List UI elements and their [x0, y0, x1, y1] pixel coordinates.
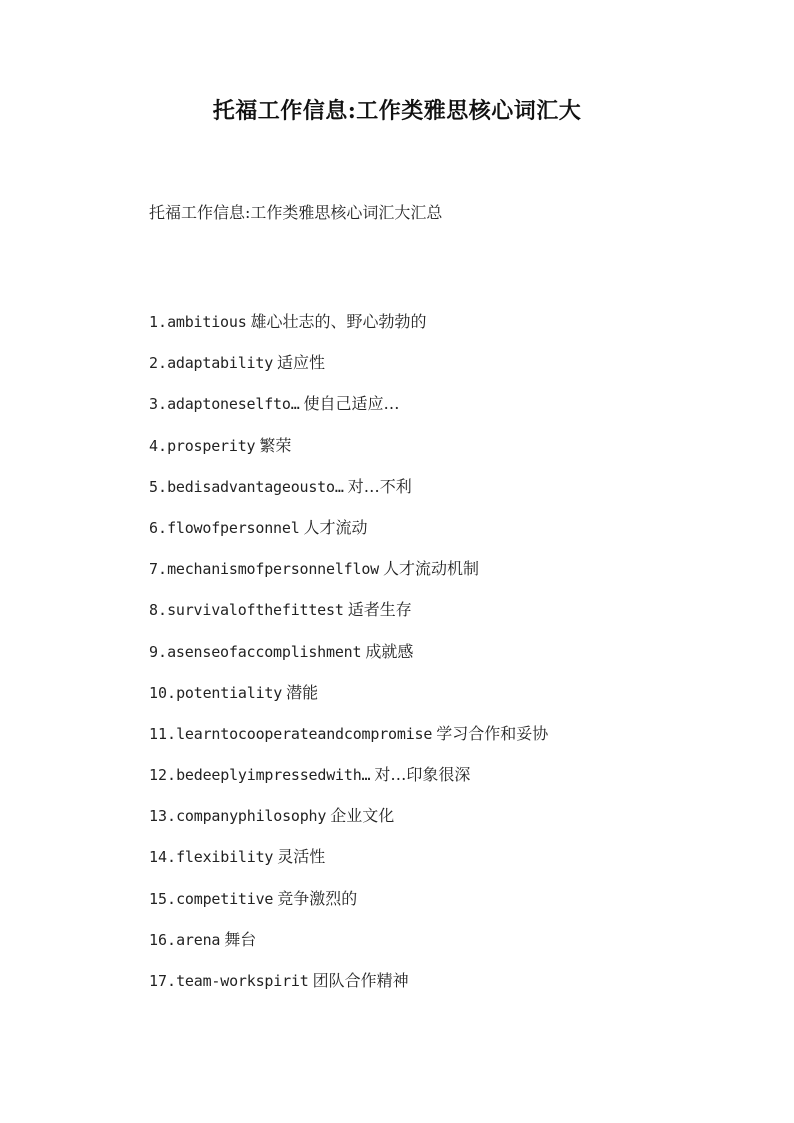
item-meaning: 成就感 [365, 641, 414, 661]
item-term: ambitious [167, 313, 247, 331]
item-term: arena [176, 930, 221, 949]
item-number: 1. [149, 313, 168, 331]
page-subtitle: 托福工作信息:工作类雅思核心词汇大汇总 [149, 203, 443, 222]
item-number: 9. [149, 642, 168, 661]
item-number: 4. [149, 436, 168, 455]
item-term: bedisadvantageousto… [167, 477, 344, 496]
item-term: adaptability [167, 354, 274, 373]
item-term: mechanismofpersonnelflow [167, 560, 380, 579]
item-number: 12. [149, 766, 177, 785]
vocabulary-item [149, 763, 548, 804]
vocabulary-item [149, 845, 548, 886]
item-term: flowofpersonnel [167, 518, 300, 537]
vocabulary-item [149, 516, 548, 557]
item-number: 5. [149, 477, 168, 496]
vocabulary-item [149, 310, 548, 351]
item-meaning: 使自己适应… [303, 394, 400, 414]
item-term: adaptoneselfto… [167, 395, 300, 414]
item-meaning: 适者生存 [347, 600, 412, 620]
item-number: 7. [149, 560, 168, 579]
vocabulary-item [149, 475, 548, 516]
item-term: companyphilosophy [176, 807, 327, 826]
item-term: survivalofthefittest [167, 601, 344, 620]
item-number: 14. [149, 848, 177, 867]
page-title: 托福工作信息:工作类雅思核心词汇大 [212, 98, 582, 124]
vocabulary-item [149, 681, 548, 722]
item-meaning: 潜能 [286, 682, 319, 702]
vocabulary-item [149, 392, 548, 433]
vocabulary-item [149, 557, 548, 598]
item-number: 3. [149, 395, 168, 414]
item-term: competitive [176, 889, 274, 908]
item-meaning: 学习合作和妥协 [436, 723, 549, 743]
item-meaning: 竞争激烈的 [277, 888, 358, 908]
vocabulary-item [149, 598, 548, 639]
item-number: 2. [149, 354, 168, 373]
item-meaning: 人才流动机制 [383, 559, 480, 579]
item-meaning: 团队合作精神 [312, 971, 409, 990]
item-meaning: 繁荣 [259, 435, 292, 455]
item-term: asenseofaccomplishment [167, 642, 362, 661]
vocabulary-item [149, 887, 548, 928]
vocabulary-item [149, 804, 548, 845]
item-meaning: 对…印象很深 [374, 765, 471, 785]
vocabulary-item [149, 351, 548, 392]
item-meaning: 灵活性 [277, 847, 326, 867]
item-term: potentiality [176, 683, 283, 702]
vocabulary-item [149, 434, 548, 475]
item-term: prosperity [167, 436, 256, 455]
item-number: 8. [149, 601, 168, 620]
item-number: 16. [149, 930, 177, 949]
vocabulary-item [149, 928, 548, 969]
vocabulary-item [149, 722, 548, 763]
item-term: flexibility [176, 848, 274, 867]
vocabulary-list [149, 310, 548, 1010]
item-meaning: 舞台 [224, 929, 257, 949]
item-meaning: 适应性 [277, 353, 326, 373]
item-number: 17. [149, 972, 177, 990]
item-meaning: 雄心壮志的、野心勃勃的 [250, 312, 427, 331]
item-term: bedeeplyimpressedwith… [176, 766, 371, 785]
item-term: learntocooperateandcompromise [176, 724, 433, 743]
item-number: 6. [149, 518, 168, 537]
item-meaning: 人才流动 [303, 517, 368, 537]
vocabulary-item [149, 640, 548, 681]
item-number: 10. [149, 683, 177, 702]
item-meaning: 企业文化 [330, 806, 395, 826]
item-term: team-workspirit [176, 972, 309, 990]
item-meaning: 对…不利 [347, 476, 412, 496]
item-number: 15. [149, 889, 177, 908]
item-number: 11. [149, 724, 177, 743]
item-number: 13. [149, 807, 177, 826]
vocabulary-item [149, 969, 548, 1010]
